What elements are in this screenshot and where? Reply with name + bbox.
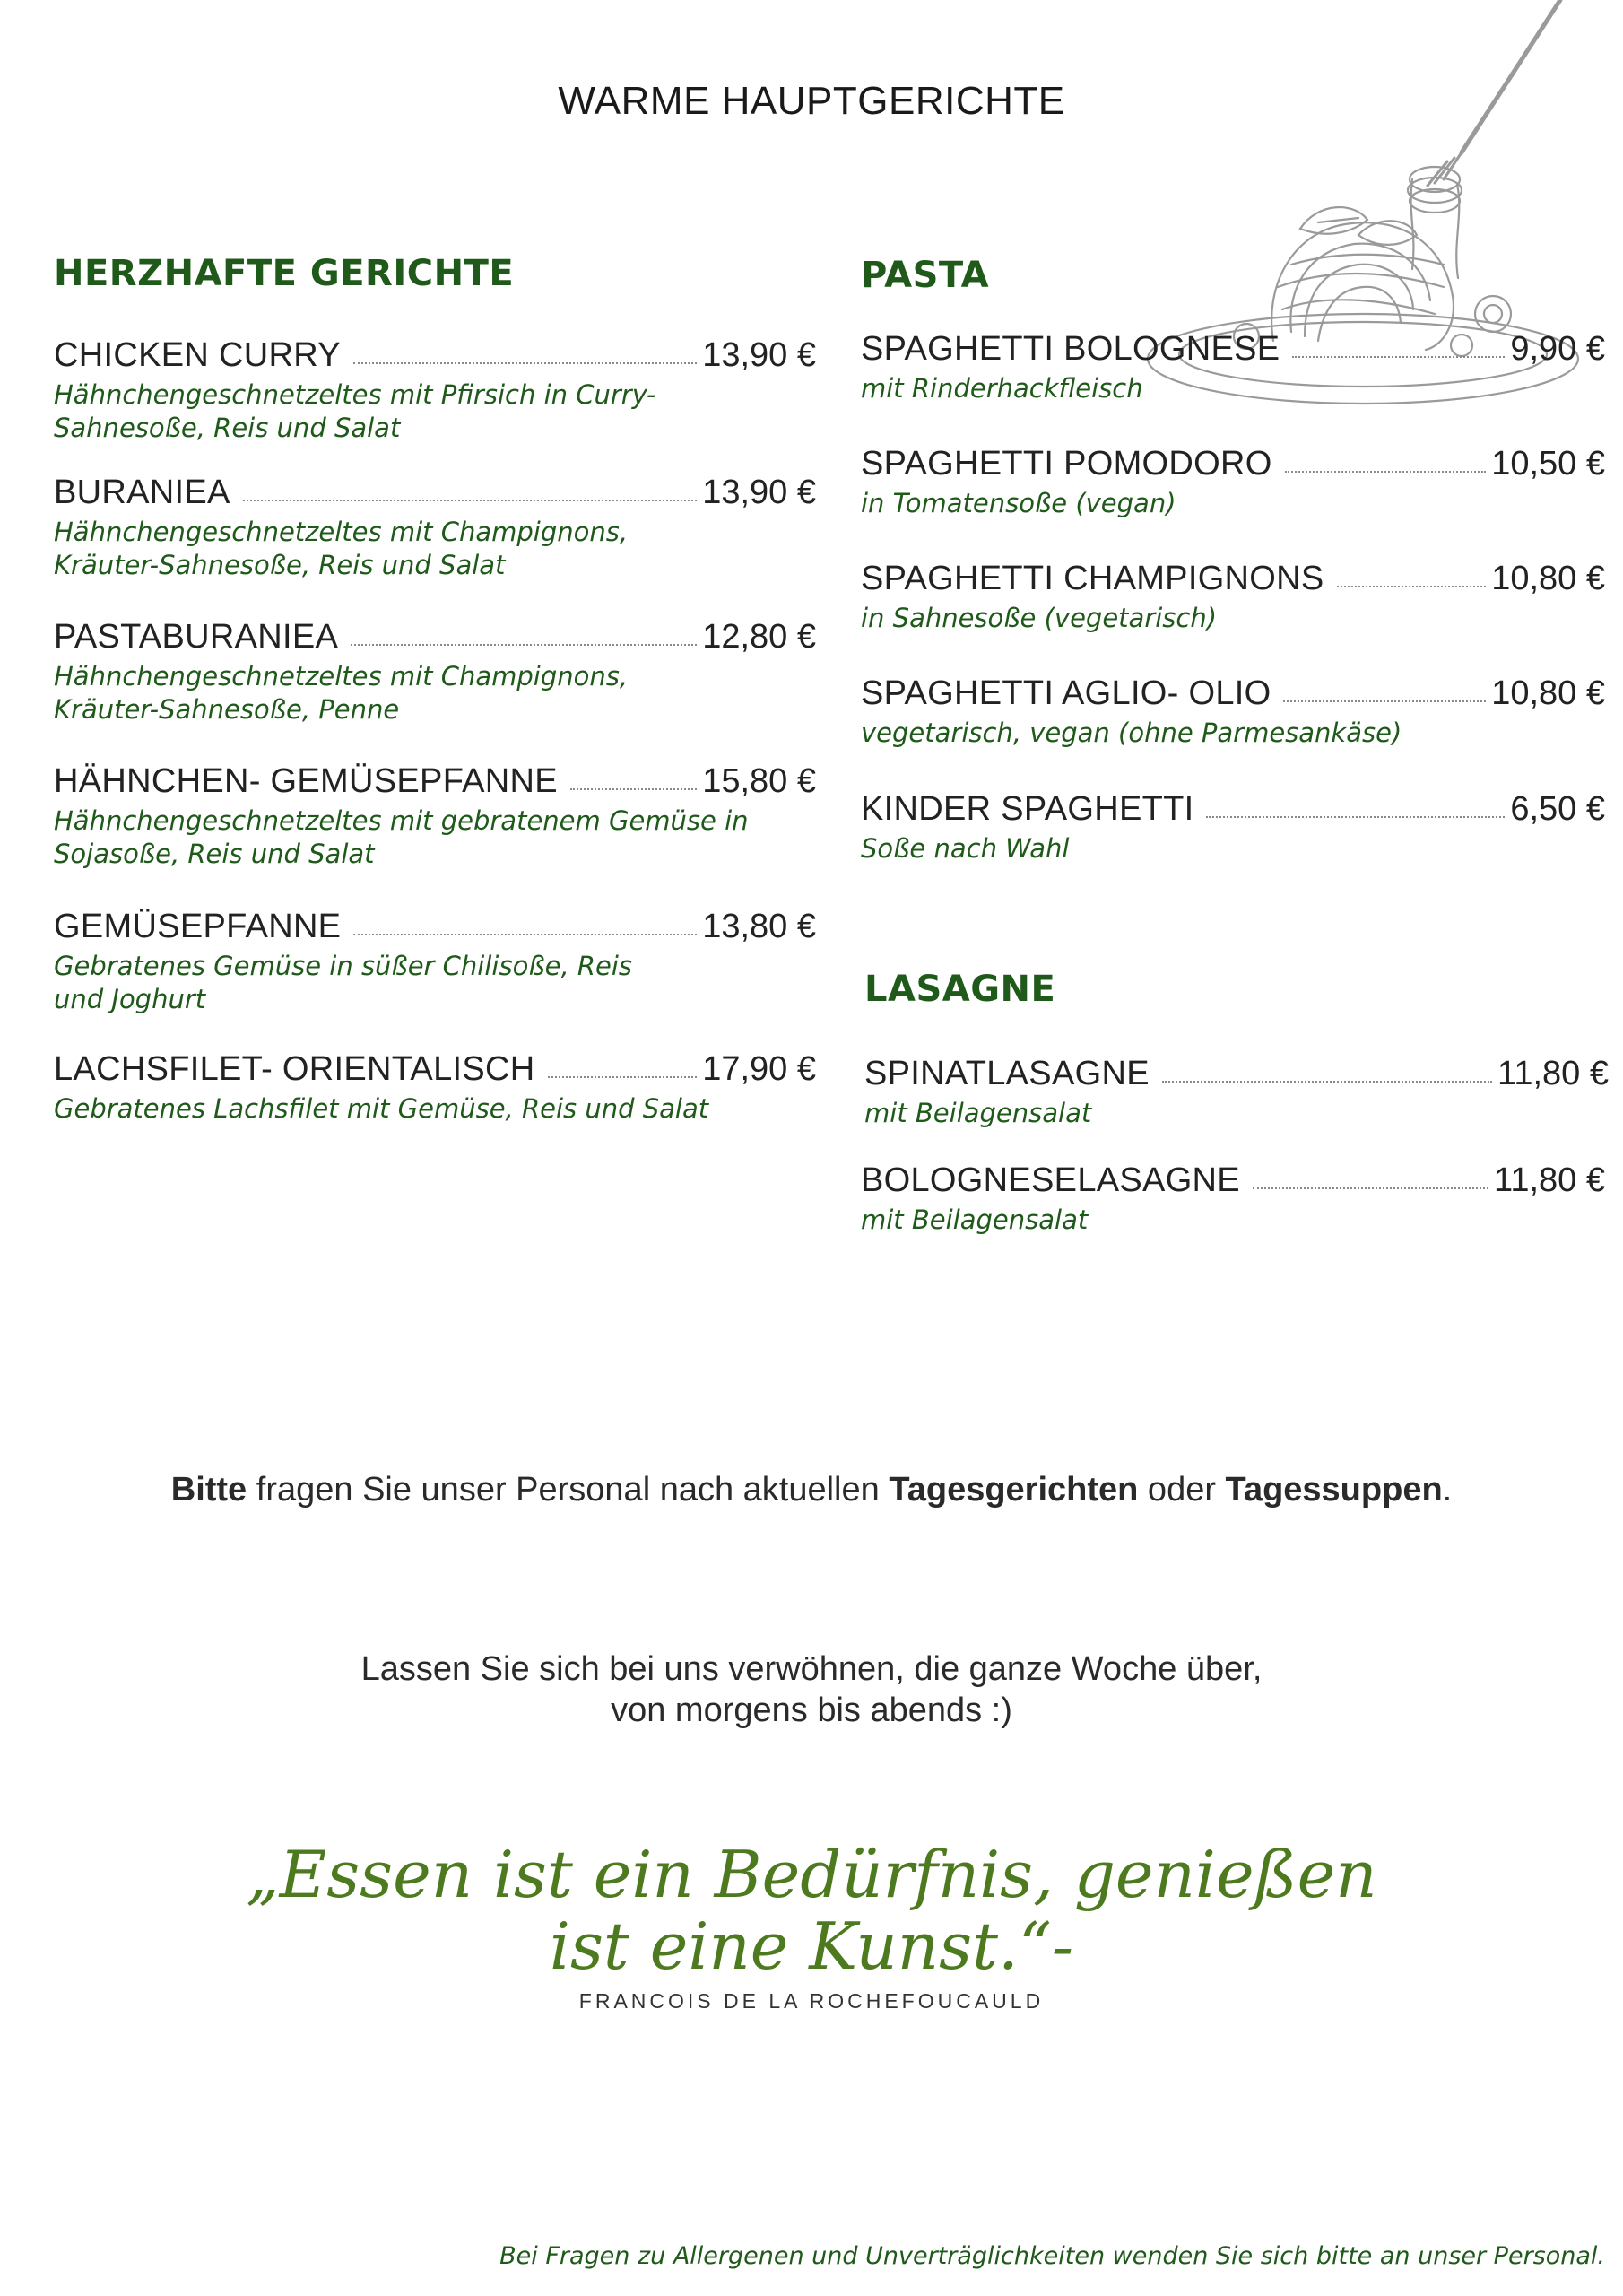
dot-leader [351,644,697,646]
item-name: GEMÜSEPFANNE [54,908,342,945]
menu-item [54,1048,816,1126]
quote-line-1: „Essen ist ein Bedürfnis, genießen [246,1837,1377,1912]
item-description: Gebratenes Gemüse in süßer Chilisoße, Reis und Joghurt [54,951,633,1014]
page-title: WARME HAUPTGERICHTE [558,79,1065,123]
menu-item [861,327,1605,405]
section-heading-lasagne: LASAGNE [864,969,1056,1010]
daily-note-text-3: . [1442,1471,1453,1509]
menu-item [861,787,1605,865]
item-price: 15,80 € [702,762,816,800]
quote [0,1839,1623,1982]
item-description: Gebratenes Lachsfilet mit Gemüse, Reis und Salat [54,1093,709,1124]
dot-leader [243,500,698,501]
item-description: Soße nach Wahl [861,833,1070,864]
welcome-note [0,1648,1623,1731]
menu-item [54,334,816,445]
item-description: mit Beilagensalat [861,1205,1089,1235]
item-description: mit Beilagensalat [864,1098,1092,1128]
item-name: HÄHNCHEN- GEMÜSEPFANNE [54,762,558,800]
item-name: CHICKEN CURRY [54,336,341,374]
item-description: mit Rinderhackfleisch [861,373,1143,404]
item-price: 10,80 € [1491,560,1605,597]
item-price: 11,80 € [1494,1161,1605,1199]
item-price: 11,80 € [1497,1055,1609,1092]
item-price: 17,90 € [702,1050,816,1088]
item-description: Hähnchengeschnetzeltes mit Pfirsich in Curry-Sahnesoße, Reis und Salat [54,379,656,443]
dot-leader [1253,1187,1488,1189]
menu-item [861,557,1605,635]
item-description: Hähnchengeschnetzeltes mit gebratenem Gemüse in Sojasoße, Reis und Salat [54,805,749,869]
menu-item [54,905,816,1016]
welcome-line-1: Lassen Sie sich bei uns verwöhnen, die ganze Woche über, [360,1650,1263,1688]
daily-note-bold-1: Bitte [170,1471,247,1509]
dot-leader [1285,471,1487,473]
daily-specials-note [0,1471,1623,1509]
daily-note-bold-2: Tagesgerichten [889,1471,1139,1509]
dot-leader [1283,700,1486,702]
daily-note-text-2: oder [1138,1471,1226,1509]
item-description: vegetarisch, vegan (ohne Parmesankäse) [861,718,1402,748]
item-description: in Sahnesoße (vegetarisch) [861,603,1218,633]
item-price: 10,50 € [1491,445,1605,483]
menu-item [54,471,816,582]
item-name: SPAGHETTI AGLIO- OLIO [861,674,1271,712]
menu-item [861,442,1605,520]
menu-item [864,1052,1609,1130]
menu-item [54,615,816,726]
allergen-note: Bei Fragen zu Allergenen und Unverträglichkeiten wenden Sie sich bitte an unser Personal. [499,2242,1605,2270]
item-description: Hähnchengeschnetzeltes mit Champignons, Kräuter-Sahnesoße, Reis und Salat [54,517,629,580]
item-name: BURANIEA [54,474,230,511]
item-price: 13,80 € [702,908,816,945]
item-price: 10,80 € [1491,674,1605,712]
dot-leader [1292,356,1505,358]
item-price: 9,90 € [1510,330,1605,368]
section-heading-pasta: PASTA [861,255,990,296]
item-name: SPINATLASAGNE [864,1055,1150,1092]
menu-item [861,672,1605,750]
item-description: Hähnchengeschnetzeltes mit Champignons, Kräuter-Sahnesoße, Penne [54,661,629,725]
item-price: 12,80 € [702,618,816,656]
item-price: 13,90 € [702,474,816,511]
dot-leader [353,362,697,364]
menu-item [861,1159,1605,1237]
dot-leader [1206,816,1505,818]
item-name: SPAGHETTI BOLOGNESE [861,330,1280,368]
daily-note-bold-3: Tagessuppen [1225,1471,1443,1509]
item-name: SPAGHETTI CHAMPIGNONS [861,560,1324,597]
section-heading-herzhafte: HERZHAFTE GERICHTE [54,253,515,294]
quote-line-2: ist eine Kunst.“- [549,1909,1074,1984]
dot-leader [548,1076,698,1078]
item-name: BOLOGNESELASAGNE [861,1161,1240,1199]
dot-leader [353,934,697,935]
welcome-line-2: von morgens bis abends :) [611,1692,1012,1729]
item-name: LACHSFILET- ORIENTALISCH [54,1050,535,1088]
item-description: in Tomatensoße (vegan) [861,488,1176,518]
item-name: SPAGHETTI POMODORO [861,445,1272,483]
dot-leader [570,788,697,790]
dot-leader [1162,1081,1492,1083]
menu-item [54,760,816,871]
quote-author: FRANCOIS DE LA ROCHEFOUCAULD [578,1989,1045,2013]
daily-note-text-1: fragen Sie unser Personal nach aktuellen [247,1471,890,1509]
dot-leader [1337,586,1487,587]
item-price: 6,50 € [1510,790,1605,828]
item-name: KINDER SPAGHETTI [861,790,1194,828]
item-price: 13,90 € [702,336,816,374]
item-name: PASTABURANIEA [54,618,339,656]
